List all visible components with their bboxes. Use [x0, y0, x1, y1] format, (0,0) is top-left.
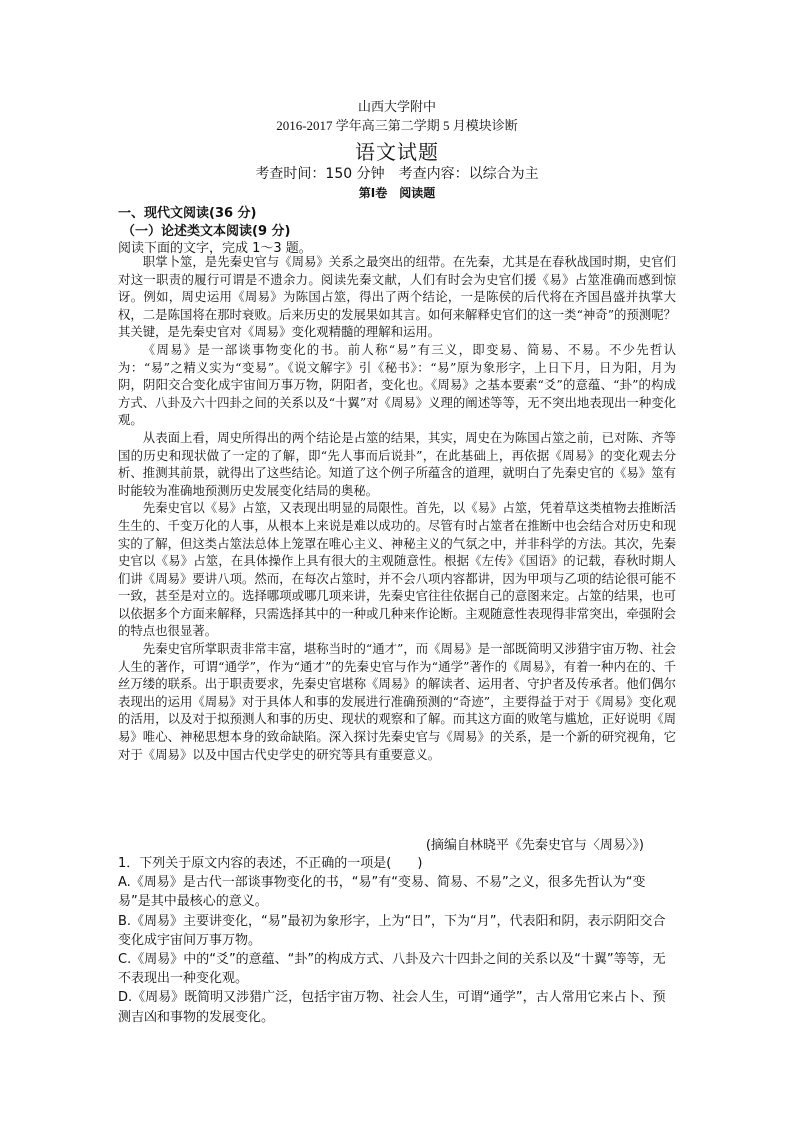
question-stem: 1．下列关于原文内容的表述，不正确的一项是( ) [118, 856, 423, 871]
reading-passage [118, 253, 676, 763]
section-heading-modern-reading: 一、现代文阅读(36 分) [118, 206, 257, 221]
option-b: B.《周易》主要讲变化，“易”最初为象形字，上为“日”，下为“月”，代表阳和阴，表示阴阳交合变化成宇宙间万事万物。 [118, 913, 666, 948]
exam-meta: 考查时间：150 分钟 考查内容：以综合为主 [255, 166, 539, 182]
option-c: C.《周易》中的“爻”的意蕴、“卦”的构成方式、八卦及六十四卦之间的关系以及“十翼”等等，无不表现出一种变化观。 [118, 952, 666, 987]
passage-paragraph: 职掌卜筮，是先秦史官与《周易》关系之最突出的纽带。在先秦，尤其是在春秋战国时期，史官们对这一职责的履行可谓是不遗余力。阅读先秦文献，人们有时会为史官们援《易》占筮准确而感到惊讶。例如，周史运用《周易》为陈国占筮，得出了两个结论，一是陈侯的后代将在齐国昌盛并执掌大权，二是陈国将在那时衰败。后来历史的发展果如其言。如何来解释史官们的这一类“神奇”的预测呢？其关键，是先秦史官对《周易》变化观精髓的理解和运用。 [118, 254, 676, 340]
passage-paragraph: 先秦史官以《易》占筮，又表现出明显的局限性。首先，以《易》占筮，凭着草这类植物去推断活生生的、千变万化的人事，从根本上来说是难以成功的。尽管有时占筮者在推断中也会结合对历史和现实的了解，但这类占筮法总体上笼罩在唯心主义、神秘主义的气氛之中，并非科学的方法。其次，先秦史官以《易》占筮，在具体操作上具有很大的主观随意性。根据《左传》《国语》的记载，春秋时期人们讲《周易》要讲八项。然而，在每次占筮时，并不会八项内容都讲，因为甲项与乙项的结论很可能不一致，甚至是对立的。选择哪项或哪几项来讲，先秦史官往往依据自己的意图来定。占筮的结果，也可以依据多个方面来解释，只需选择其中的一种或几种来作论断。主观随意性表现得非常突出，牵强附会的特点也很显著。 [118, 500, 676, 639]
passage-paragraph: 《周易》是一部谈事物变化的书。前人称“易”有三义，即变易、简易、不易。不少先哲认为：“易”之精义实为“变易”。《说文解字》引《秘书》：“易”原为象形字，上日下月，日为阳，月为阴，阴阳交合变化成宇宙间万事万物，阴阳者，变化也。《周易》之基本要素“爻”的意蕴、“卦”的构成方式、八卦及六十四卦之间的关系以及“十翼”对《周易》义理的阐述等等，无不突出地表现出一种变化观。 [118, 341, 676, 428]
exam-title: 2016-2017 学年高三第二学期 5 月模块诊断 [276, 118, 518, 133]
option-d: D.《周易》既简明又涉猎广泛，包括宇宙万物、社会人生，可谓“通学”，古人常用它来占卜、预测吉凶和事物的发展变化。 [118, 990, 666, 1025]
subsection-heading-essay: （一）论述类文本阅读(9 分) [122, 224, 291, 239]
question-block [118, 854, 678, 1027]
subject-title: 语文试题 [355, 140, 439, 164]
option-a: A.《周易》是古代一部谈事物变化的书，“易”有“变易、简易、不易”之义，很多先哲认为“变易”是其中最核心的意义。 [118, 875, 646, 910]
school-name: 山西大学附中 [357, 100, 436, 115]
reading-instruction: 阅读下面的文字，完成 1～3 题。 [118, 241, 312, 256]
passage-paragraph: 从表面上看，周史所得出的两个结论是占筮的结果，其实，周史在为陈国占筮之前，已对陈、齐等国的历史和现状做了一定的了解，即“先人事而后说卦”，在此基础上，再依据《周易》的变化观去分析、推测其前景，就得出了这些结论。知道了这个例子所蕴含的道理，就明白了先秦史官的《易》筮有时能较为准确地预测历史发展变化结局的奥秘。 [118, 429, 676, 498]
volume-heading: 第Ⅰ卷 阅读题 [358, 186, 436, 200]
passage-paragraph: 先秦史官所掌职责非常丰富，堪称当时的“通才”，而《周易》是一部既简明又涉猎宇宙万物、社会人生的著作，可谓“通学”，作为“通才”的先秦史官与作为“通学”著作的《周易》，有着一种内在的、千丝万缕的联系。出于职责要求，先秦史官堪称《周易》的解读者、运用者、守护者及传承者。他们偶尔表现出的运用《周易》对于具体人和事的发展进行准确预测的“奇迹”，主要得益于对于《周易》变化观的活用，以及对于拟预测人和事的历史、现状的观察和了解。而其这方面的败笔与尴尬，正好说明《周易》唯心、神秘思想本身的致命缺陷。深入探讨先秦史官与《周易》的关系，是一个新的研究视角，它对于《周易》以及中国古代史学史的研究等具有重要意义。 [118, 641, 676, 762]
passage-source: (摘编自林晓平《先秦史官与〈周易〉》) [425, 838, 644, 853]
